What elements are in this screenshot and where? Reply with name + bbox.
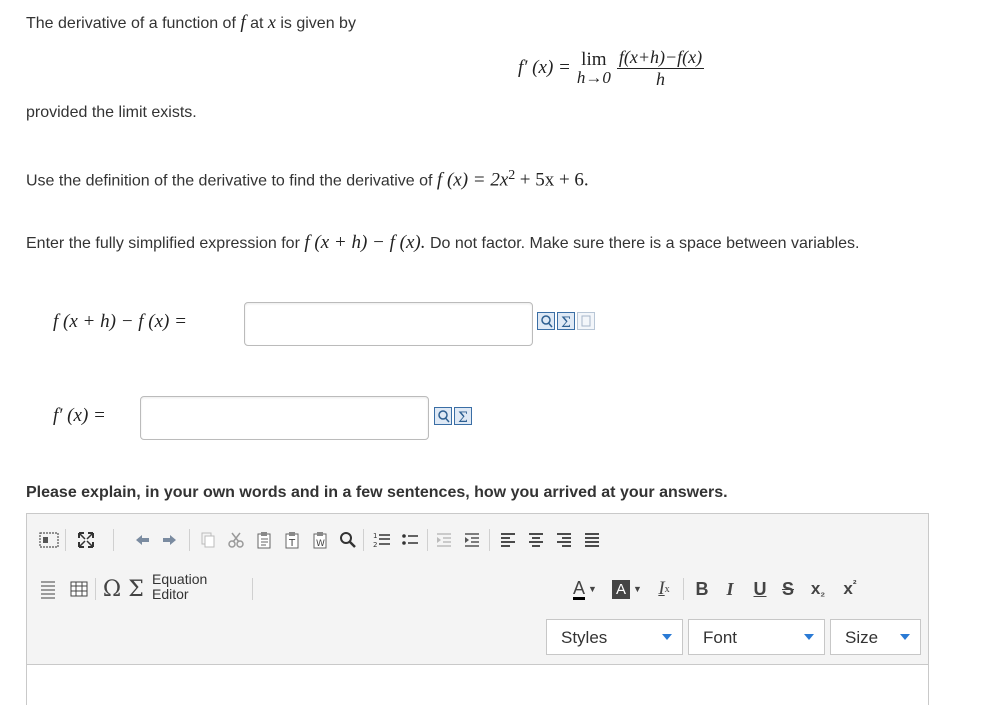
svg-text:Σ: Σ xyxy=(458,410,468,424)
instruction-text: Enter the fully simplified expression for f (x + h) − f (x). Do not factor. Make sure there is a space between variables. xyxy=(26,232,860,253)
equation-editor-icon[interactable] xyxy=(557,312,575,330)
copy-format-icon[interactable] xyxy=(197,528,219,552)
limit-operator: lim h→0 xyxy=(576,48,611,87)
indent-icon[interactable] xyxy=(461,528,483,552)
subscript-button[interactable]: x ₂ xyxy=(810,579,826,599)
definition-lhs: f′ (x) = xyxy=(518,57,571,78)
styles-dropdown[interactable]: Styles xyxy=(546,619,683,655)
help-icon xyxy=(577,312,595,330)
justify-icon[interactable] xyxy=(581,528,603,552)
difference-input[interactable] xyxy=(244,302,533,346)
difference-quotient: $\frac{f(x+h)-f(x)}{h}$ xyxy=(618,46,703,89)
redo-icon[interactable] xyxy=(159,528,181,552)
outdent-icon[interactable] xyxy=(433,528,455,552)
italic-button[interactable]: I xyxy=(726,578,734,599)
undo-icon[interactable] xyxy=(131,528,153,552)
svg-text:W: W xyxy=(316,539,325,549)
align-left-icon[interactable] xyxy=(497,528,519,552)
align-center-icon[interactable] xyxy=(525,528,547,552)
background-color-button[interactable]: A ▼ xyxy=(609,576,645,602)
omega-icon[interactable]: Ω xyxy=(102,576,122,602)
svg-text:2: 2 xyxy=(373,541,378,549)
task-text: Use the definition of the derivative to find the derivative of f $(x) = 2x^2 + 5x + 6$. xyxy=(26,168,589,191)
font-dropdown[interactable]: Font xyxy=(688,619,825,655)
bold-button[interactable]: B xyxy=(695,578,709,599)
answer2-tools xyxy=(434,407,478,429)
equation-editor-icon[interactable] xyxy=(454,407,472,425)
find-icon[interactable] xyxy=(337,528,359,552)
cut-icon[interactable] xyxy=(225,528,247,552)
sigma-icon[interactable]: Σ xyxy=(128,576,144,602)
paste-icon[interactable] xyxy=(253,528,275,552)
derivative-definition xyxy=(518,40,704,96)
paste-text-icon[interactable] xyxy=(281,528,303,552)
svg-text:1: 1 xyxy=(373,532,378,540)
bullet-list-icon[interactable] xyxy=(399,528,421,552)
underline-button[interactable]: U xyxy=(753,578,767,599)
svg-text:Σ: Σ xyxy=(561,315,571,329)
answer2-label: f′ (x) = xyxy=(53,405,106,426)
table-icon[interactable] xyxy=(67,576,91,602)
align-right-icon[interactable] xyxy=(553,528,575,552)
preview-icon[interactable] xyxy=(434,407,452,425)
svg-text:T: T xyxy=(289,538,296,549)
rich-text-editor xyxy=(26,513,929,705)
answer1-tools xyxy=(537,312,607,334)
equation-editor-button[interactable]: Equation Editor xyxy=(152,571,208,602)
preview-icon[interactable] xyxy=(537,312,555,330)
numbered-list-icon[interactable] xyxy=(371,528,393,552)
answer1-label: f (x + h) − f (x) = xyxy=(53,311,187,332)
source-icon[interactable] xyxy=(37,528,61,552)
editor-content-area[interactable] xyxy=(27,664,928,705)
remove-format-button[interactable]: I x xyxy=(658,578,670,599)
text-color-button[interactable]: A ▼ xyxy=(573,577,597,598)
maximize-icon[interactable] xyxy=(73,528,99,552)
size-dropdown[interactable]: Size xyxy=(830,619,921,655)
provided-text: provided the limit exists. xyxy=(26,104,197,121)
task-function: f (x) = 2x xyxy=(436,169,509,191)
superscript-button[interactable]: x ² xyxy=(843,579,857,598)
strikethrough-button[interactable]: S xyxy=(781,578,794,599)
intro-text: The derivative of a function of f at x is given by xyxy=(26,12,356,33)
paste-word-icon[interactable] xyxy=(309,528,331,552)
derivative-input[interactable] xyxy=(140,396,429,440)
explain-prompt: Please explain, in your own words and in a few sentences, how you arrived at your answers. xyxy=(26,484,728,501)
horizontal-line-icon[interactable] xyxy=(37,576,59,602)
